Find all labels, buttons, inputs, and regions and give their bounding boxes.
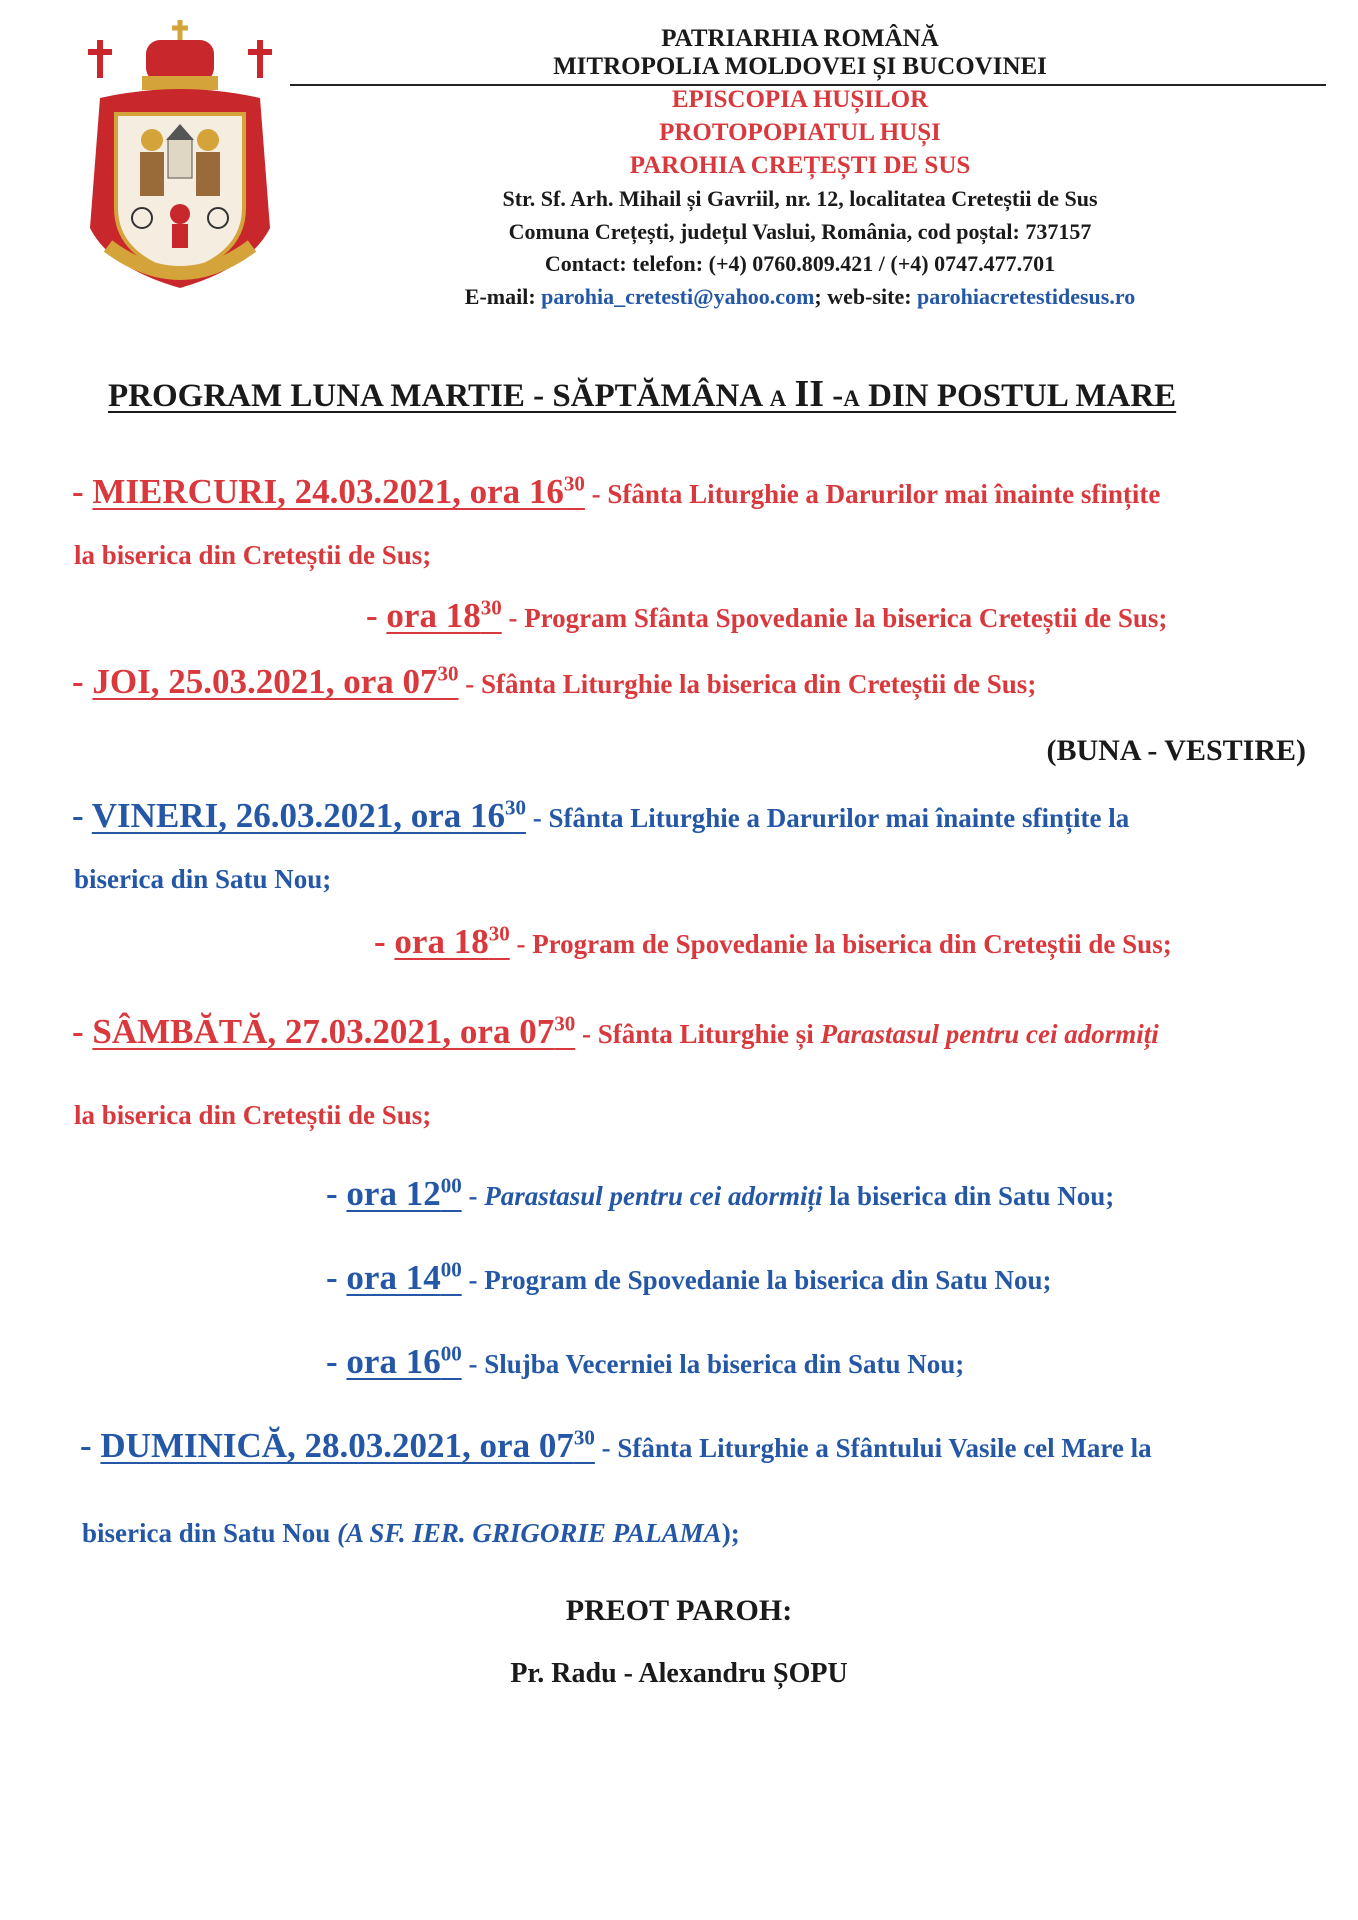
email-link[interactable]: parohia_cretesti@yahoo.com: [541, 284, 815, 309]
entry-date: JOI, 25.03.2021, ora $07^{30}$: [92, 661, 459, 701]
entry-continuation: la biserica din Creteștii de Sus;: [74, 540, 432, 570]
entry-description: - Sfânta Liturghie a Darurilor mai înainte sfințite la: [525, 803, 1130, 833]
schedule-entry-vineri-spovedanie: - ora $18^{30}$ - Program de Spovedanie la biserica din Creteștii de Sus;: [374, 921, 1172, 961]
schedule-entry-sambata-vecernie: - ora $16^{00}$ - Slujba Vecerniei la biserica din Satu Nou;: [326, 1341, 965, 1381]
entry-continuation: la biserica din Creteștii de Sus;: [74, 1100, 432, 1130]
schedule-entry-sambata-parastas: - ora $12^{00}$ - Parastasul pentru cei adormiți la biserica din Satu Nou;: [326, 1173, 1115, 1213]
entry-date: VINERI, 26.03.2021, ora $16^{30}$: [91, 795, 526, 835]
feast-note: (BUNA - VESTIRE): [1046, 734, 1306, 767]
entry-continuation: biserica din Satu Nou;: [74, 864, 332, 894]
schedule-entry-duminica: - DUMINICĂ, 28.03.2021, ora $07^{30}$ - Sfânta Liturghie a Sfântului Vasile cel Mare la: [80, 1425, 1152, 1465]
header-address-commune: Comuna Crețești, județul Vaslui, România, cod poștal: 737157: [508, 219, 1092, 244]
page-title: PROGRAM LUNA MARTIE - SĂPTĂMÂNA a II -a DIN POSTUL MARE: [108, 373, 1177, 415]
entry-italic: (A SF. IER. GRIGORIE PALAMA: [337, 1518, 722, 1548]
header-email-web: [300, 286, 1300, 308]
entry-description: - Slujba Vecerniei la biserica din Satu Nou;: [461, 1349, 965, 1379]
schedule-entry-miercuri-spovedanie: - ora $18^{30}$ - Program Sfânta Spovedanie la biserica Creteștii de Sus;: [366, 595, 1168, 635]
entry-time: ora $18^{30}$: [386, 595, 502, 635]
entry-date: SÂMBĂTĂ, 27.03.2021, ora $07^{30}$: [92, 1011, 576, 1051]
crown-icon: [142, 20, 218, 90]
entry-description: - Sfânta Liturghie la biserica din Creteștii de Sus;: [458, 669, 1037, 699]
schedule-entry-joi: - JOI, 25.03.2021, ora $07^{30}$ - Sfânta Liturghie la biserica din Creteștii de Sus;: [72, 661, 1037, 701]
entry-date: DUMINICĂ, 28.03.2021, ora $07^{30}$: [100, 1425, 595, 1465]
web-label: ; web-site:: [814, 284, 918, 309]
website-link[interactable]: parohiacretestidesus.ro: [917, 284, 1136, 309]
header-mitropolia: MITROPOLIA MOLDOVEI ȘI BUCOVINEI: [553, 53, 1047, 80]
entry-date: MIERCURI, 24.03.2021, ora $16^{30}$: [92, 471, 585, 511]
header-address-street: Str. Sf. Arh. Mihail și Gavriil, nr. 12, localitatea Creteștii de Sus: [502, 186, 1098, 211]
left-cross-icon: [88, 40, 112, 78]
entry-description: - Program de Spovedanie la biserica din Creteștii de Sus;: [509, 929, 1172, 959]
entry-italic: Parastasul pentru cei adormiți: [484, 1181, 823, 1211]
entry-description: - Program Sfânta Spovedanie la biserica Creteștii de Sus;: [501, 603, 1168, 633]
right-cross-icon: [248, 40, 272, 78]
header-parohia: PAROHIA CREȚEȘTI DE SUS: [629, 152, 971, 179]
schedule-entry-sambata-spovedanie: - ora $14^{00}$ - Program de Spovedanie la biserica din Satu Nou;: [326, 1257, 1052, 1297]
entry-time: ora $18^{30}$: [394, 921, 510, 961]
signature-name: Pr. Radu - Alexandru ȘOPU: [510, 1658, 848, 1689]
entry-description: - Program de Spovedanie la biserica din Satu Nou;: [461, 1265, 1052, 1295]
entry-description: - Sfânta Liturghie a Sfântului Vasile cel Mare la: [594, 1433, 1152, 1463]
diocese-crest-logo: [80, 18, 280, 308]
entry-time: ora $14^{00}$: [346, 1257, 462, 1297]
header-contact-phones: Contact: telefon: (+4) 0760.809.421 / (+4) 0747.477.701: [544, 251, 1056, 276]
entry-time: ora $12^{00}$: [346, 1173, 462, 1213]
email-label: E-mail:: [464, 284, 542, 309]
schedule-entry-vineri: - VINERI, 26.03.2021, ora $16^{30}$ - Sfânta Liturghie a Darurilor mai înainte sfințite la: [72, 795, 1130, 835]
entry-continuation: biserica din Satu Nou (A SF. IER. GRIGORIE PALAMA);: [82, 1518, 740, 1548]
entry-time: ora $16^{00}$: [346, 1341, 462, 1381]
schedule-entry-miercuri: - MIERCURI, 24.03.2021, ora $16^{30}$ - Sfânta Liturghie a Darurilor mai înainte sfințite: [72, 471, 1161, 511]
entry-description: - Sfânta Liturghie și: [575, 1019, 821, 1049]
entry-italic: Parastasul pentru cei adormiți: [820, 1019, 1159, 1049]
header-protopopiat: PROTOPOPIATUL HUȘI: [659, 119, 941, 146]
header-patriarhia: PATRIARHIA ROMÂNĂ: [661, 25, 939, 52]
signature-role: PREOT PAROH:: [565, 1594, 793, 1627]
entry-description: la biserica din Satu Nou;: [822, 1181, 1115, 1211]
header-episcopia: EPISCOPIA HUȘILOR: [671, 86, 929, 113]
schedule-entry-sambata: - SÂMBĂTĂ, 27.03.2021, ora $07^{30}$ - Sfânta Liturghie și Parastasul pentru cei adormiți: [72, 1011, 1159, 1051]
entry-description: - Sfânta Liturghie a Darurilor mai înainte sfințite: [584, 479, 1161, 509]
